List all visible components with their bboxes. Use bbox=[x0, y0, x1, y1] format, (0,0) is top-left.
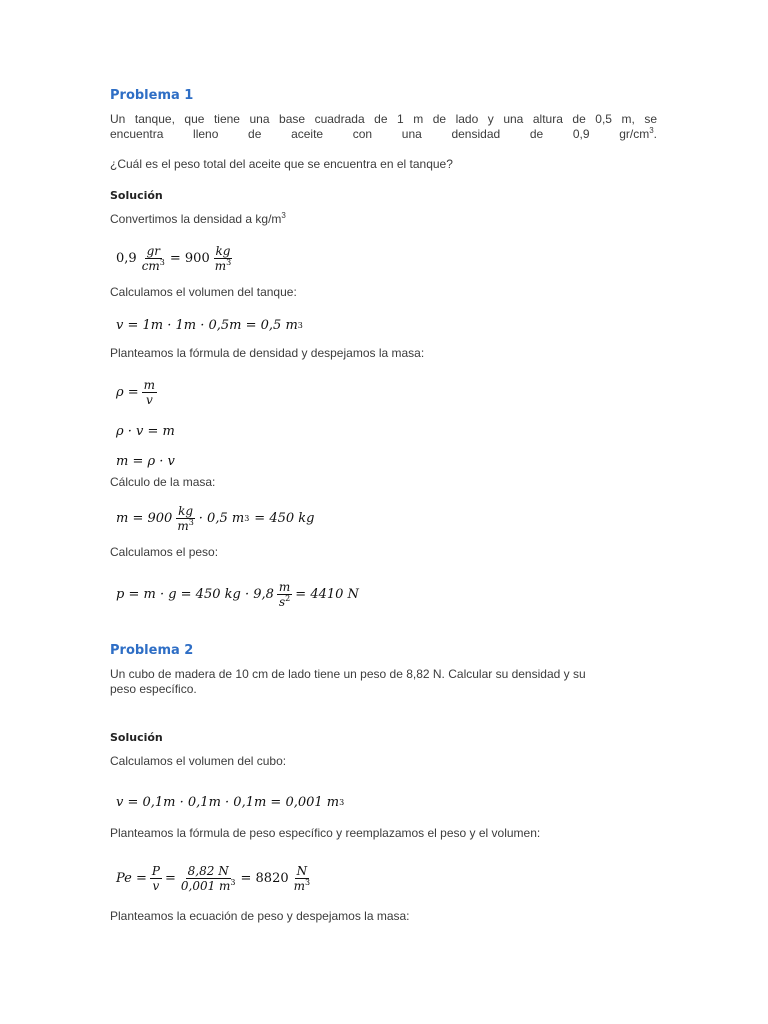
fraction-kg-m3 bbox=[175, 504, 195, 533]
frac-den-exp: 3 bbox=[226, 258, 232, 267]
equation-mass-result: m = 900 $\frac{kg}{m^3}$ · 0,5 m 3 = 450 kg bbox=[116, 504, 315, 533]
equation-density-conversion bbox=[116, 244, 236, 273]
frac-den-exp: 3 bbox=[188, 518, 194, 527]
frac-den-text: m bbox=[293, 879, 306, 893]
fraction-n-m3 bbox=[292, 864, 312, 893]
eq-tail: = 4410 N bbox=[295, 587, 359, 602]
fraction-kg-m3 bbox=[213, 244, 233, 273]
frac-den: v bbox=[152, 879, 160, 893]
step-convert-density-text: Convertimos la densidad a kg/m bbox=[110, 212, 282, 226]
problem-1-title: Problema 1 bbox=[110, 88, 194, 103]
frac-num: P bbox=[151, 864, 160, 878]
frac-den bbox=[179, 879, 238, 893]
frac-num: m bbox=[143, 378, 156, 392]
eq-val: 0,9 bbox=[116, 251, 137, 266]
problem-1-intro-text: encuentra lleno de aceite con una densidad de 0,9 gr/cm bbox=[110, 127, 650, 141]
frac-den-text: m bbox=[177, 519, 189, 533]
frac-num: gr bbox=[146, 244, 160, 258]
eq-text: v = 1m · 1m · 0,5m = 0,5 m bbox=[116, 318, 298, 333]
equation-weight-result bbox=[116, 580, 359, 609]
eq-rhs: · 0,5 m bbox=[198, 511, 245, 526]
eq-mid: = 8820 bbox=[240, 871, 289, 886]
step-convert-density bbox=[110, 212, 286, 227]
equation-specific-weight bbox=[116, 864, 315, 893]
eq-text: v = 0,1m · 0,1m · 0,1m = 0,001 m bbox=[116, 795, 340, 810]
fraction-weight-volume bbox=[179, 864, 238, 893]
frac-num: kg bbox=[178, 504, 194, 518]
frac-num: kg bbox=[215, 244, 231, 258]
frac-den-exp: 3 bbox=[305, 878, 311, 887]
step-mass-calc: Cálculo de la masa: bbox=[110, 475, 216, 489]
step-tank-volume: Calculamos el volumen del tanque: bbox=[110, 285, 297, 299]
frac-den-text: 0,001 m bbox=[180, 879, 231, 893]
problem-1-intro-line2 bbox=[110, 127, 657, 142]
eq-tail: = 450 kg bbox=[254, 511, 315, 526]
step-mass-equation: Planteamos la ecuación de peso y despejamos la masa: bbox=[110, 909, 410, 923]
frac-den-text: s bbox=[278, 595, 286, 609]
problem-2-solution-label: Solución bbox=[110, 731, 163, 744]
eq-text: m = ρ · v bbox=[116, 454, 175, 469]
problem-1-intro-line1: Un tanque, que tiene una base cuadrada de 1 m de lado y una altura de 0,5 m, se bbox=[110, 112, 657, 126]
step-weight-calc: Calculamos el peso: bbox=[110, 545, 219, 559]
frac-den: v bbox=[145, 393, 153, 407]
frac-den bbox=[175, 519, 195, 533]
equation-density-definition bbox=[116, 378, 160, 407]
eq-mid: = 900 bbox=[169, 251, 210, 266]
frac-den-exp: 3 bbox=[159, 258, 165, 267]
step-convert-density-sup: 3 bbox=[281, 211, 286, 220]
fraction-m-v bbox=[142, 378, 157, 407]
equation-rho-v bbox=[116, 424, 175, 439]
problem-1-question: ¿Cuál es el peso total del aceite que se encuentra en el tanque? bbox=[110, 157, 453, 171]
frac-num: N bbox=[296, 864, 308, 878]
problem-2-title: Problema 2 bbox=[110, 643, 194, 658]
problem-1-solution-label: Solución bbox=[110, 189, 163, 202]
equation-cube-volume: v = 0,1m · 0,1m · 0,1m = 0,001 m 3 bbox=[116, 795, 345, 810]
frac-num: 8,82 N bbox=[187, 864, 229, 878]
eq-text: ρ · v = m bbox=[116, 424, 175, 439]
frac-den-exp: 3 bbox=[230, 878, 236, 887]
problem-2-intro-line2: peso específico. bbox=[110, 682, 197, 696]
problem-1-intro-end: . bbox=[653, 127, 657, 141]
fraction-m-s2 bbox=[277, 580, 292, 609]
step-specific-weight: Planteamos la fórmula de peso específico y reemplazamos el peso y el volumen: bbox=[110, 826, 541, 840]
eq-equals: = bbox=[164, 871, 176, 886]
eq-lhs: ρ = bbox=[116, 385, 139, 400]
frac-den-text: cm bbox=[141, 259, 160, 273]
frac-num: m bbox=[278, 580, 291, 594]
frac-den-exp: 2 bbox=[285, 594, 291, 603]
fraction-gr-cm3 bbox=[140, 244, 167, 273]
eq-lhs: p = m · g = 450 kg · 9,8 bbox=[116, 587, 274, 602]
eq-lhs: m = 900 bbox=[116, 511, 173, 526]
equation-mass-isolated bbox=[116, 454, 175, 469]
fraction-p-v bbox=[150, 864, 162, 893]
equation-tank-volume: v = 1m · 1m · 0,5m = 0,5 m 3 bbox=[116, 318, 303, 333]
frac-den bbox=[140, 259, 167, 273]
step-density-formula: Planteamos la fórmula de densidad y despejamos la masa: bbox=[110, 346, 425, 360]
problem-2-intro-line1: Un cubo de madera de 10 cm de lado tiene un peso de 8,82 N. Calcular su densidad y su bbox=[110, 667, 586, 681]
eq-lhs: Pe = bbox=[116, 871, 147, 886]
frac-den bbox=[213, 259, 233, 273]
problem-1-intro-sup: 3 bbox=[649, 126, 654, 135]
step-cube-volume: Calculamos el volumen del cubo: bbox=[110, 754, 287, 768]
frac-den-text: m bbox=[214, 259, 227, 273]
frac-den bbox=[277, 595, 292, 609]
frac-den bbox=[292, 879, 312, 893]
